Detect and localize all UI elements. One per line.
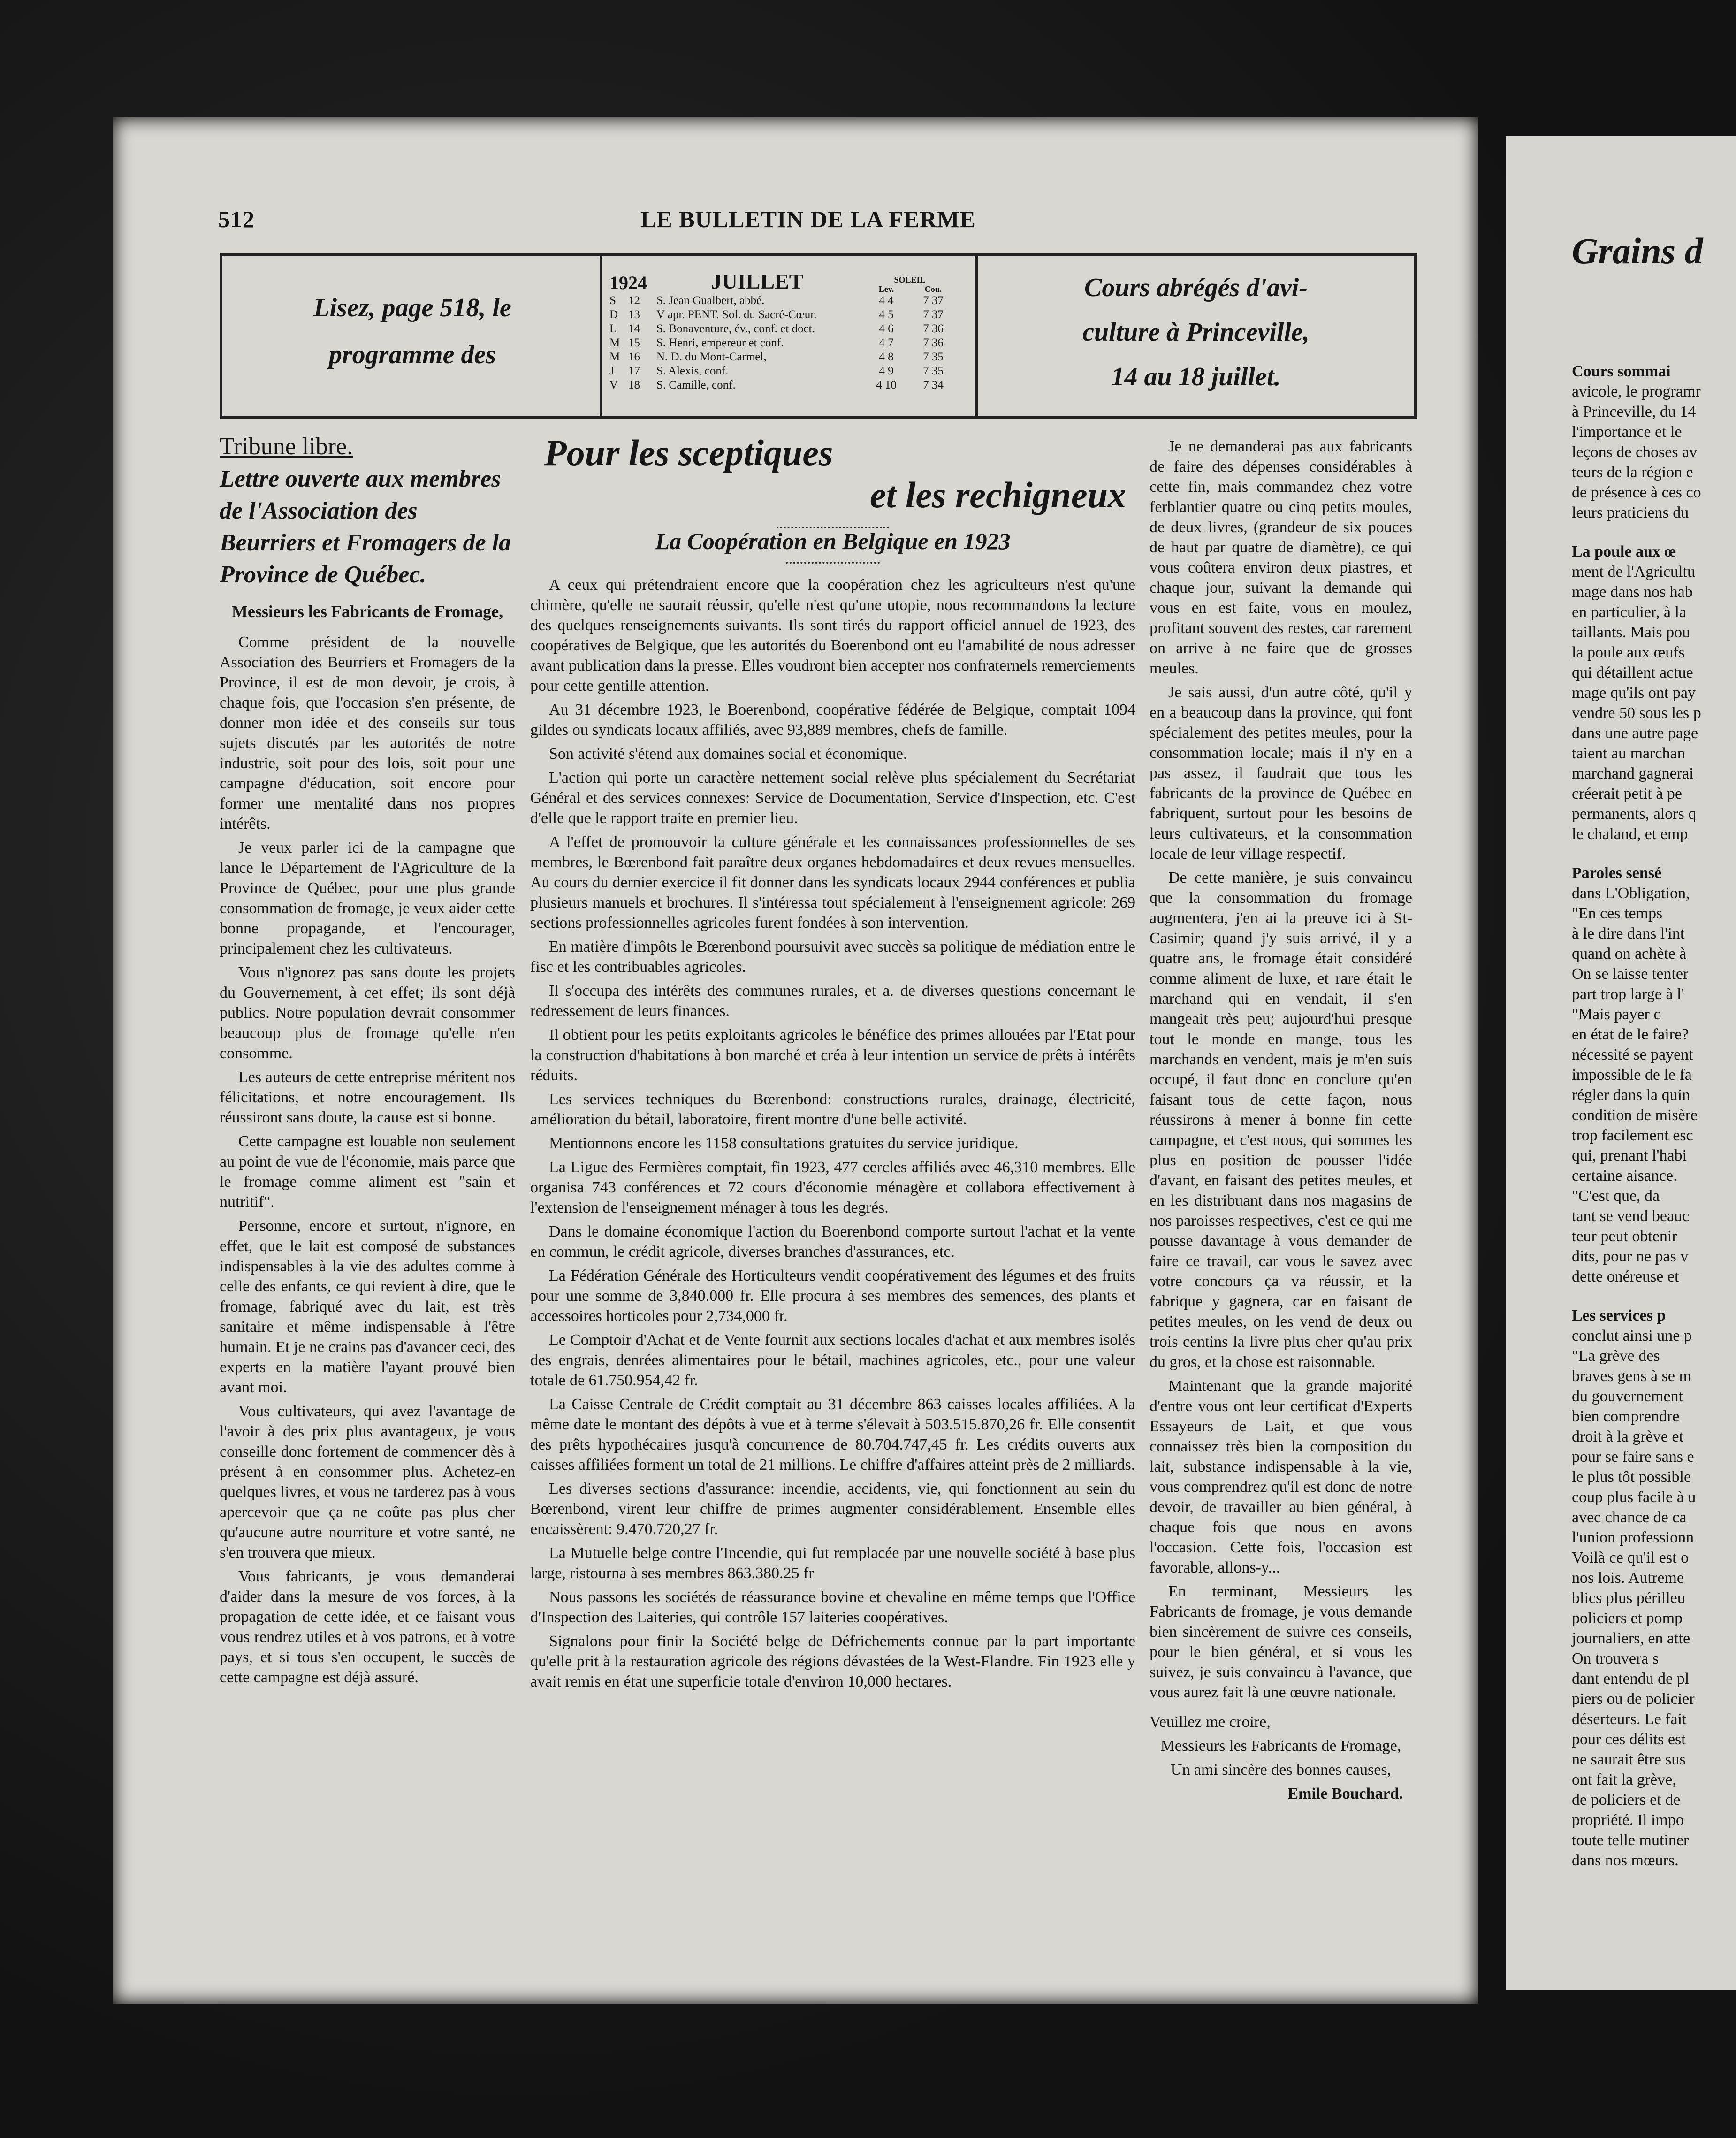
adjacent-line: On trouvera s [1572, 1650, 1659, 1667]
paragraph: De cette manière, je suis convaincu que la consommation du fromage augmentera, j'en ai la preuve ici à St-Casimir; quand j'y suis arrivé, il y a quatre ans, le fromage était considéré comme aliment de luxe, et rare était le marchand qui en vendait, il s'en mangeait très peu; aujourd'hui presque tout le monde en mange, tous les marchands en vendent, mais je m'en suis occupé, il faut donc en conclure qu'en faisant tous de cette façon, nous réussirons à mener à bonne fin cette campagne, et c'est nous, qui sommes les plus en position de pousser l'idée d'avant, en faisant des petites meules, et en les distribuant dans nos magasins de nos paroisses respectives, c'est ce qui me pousse davantage à vous demander de faire ce travail, car vous le savez avec votre concours ça va réussir, et la fabrique y gagnera, car en faisant de petites meules, on les vend de deux ou trois centins la livre plus cher qu'au prix du gros, et la chose est raisonnable. [1150, 869, 1412, 1371]
sunset-time: 7 36 [923, 336, 944, 349]
sunset-time: 7 37 [923, 294, 944, 307]
adjacent-line: dans nos mœurs. [1572, 1852, 1679, 1869]
journal-title: LE BULLETIN DE LA FERME [640, 206, 976, 232]
adjacent-line: journaliers, en atte [1572, 1630, 1690, 1647]
calendar-row [609, 322, 971, 336]
adjacent-line: vendre 50 sous les p [1572, 704, 1701, 722]
calendar-saint: N. D. du Mont-Carmel, [656, 351, 767, 363]
ornament-divider [777, 519, 889, 528]
calendar-year: 1924 [609, 272, 647, 293]
calendar-weekday: S [609, 294, 616, 307]
sunrise-time: 4 10 [876, 379, 897, 391]
article-subtitle: La Coopération en Belgique en 1923 [655, 528, 1011, 554]
calendar-day: 18 [628, 379, 640, 391]
adjacent-line: "En ces temps [1572, 905, 1663, 922]
paragraph: Les diverses sections d'assurance: incendie, accidents, vie, qui fonctionnent au sein du Bœrenbond, virent leur chiffre de primes augmenter considérablement. Ensemble elles encaissèrent: 9.470.720,27 fr. [530, 1480, 1135, 1538]
paragraph: En matière d'impôts le Bœrenbond poursuivit avec succès sa politique de médiation entre le fisc et les contribuables agricoles. [530, 938, 1135, 976]
adjacent-line: dant entendu de pl [1572, 1670, 1690, 1687]
right-promo-line: culture à Princeville, [1082, 318, 1310, 347]
paragraph: Dans le domaine économique l'action du Boerenbond comporte surtout l'achat et la vente en commun, le crédit agricole, diverses branches d'assurances, etc. [530, 1223, 1135, 1260]
adjacent-line: permanents, alors q [1572, 805, 1697, 823]
adjacent-line: la poule aux œufs [1572, 644, 1685, 661]
paragraph: Je sais aussi, d'un autre côté, qu'il y en a beaucoup dans la province, qui font spécialement des petites meules, pour la consommation locale; mais il n'y en a pas assez, il faudrait que tous les fabricants de la province de Québec en fabriquent, surtout pour les besoins de leurs cultivateurs, et la consommation locale de leur village respectif. [1150, 684, 1412, 863]
adjacent-line: dits, pour ne pas v [1572, 1248, 1689, 1265]
paragraph: Personne, encore et surtout, n'ignore, en effet, que le lait est composé de substances indispensables à la vie des adultes comme à celle des enfants, ce qui revient à dire, que le fromage, fabriqué avec du lait, est très sanitaire et même indispensable à l'être humain. Et je ne crains pas d'avancer ceci, des experts en la matière l'ayant prouvé bien avant moi. [220, 1217, 515, 1396]
calendar-row [609, 350, 971, 364]
right-promo [987, 266, 1405, 399]
middle-column [530, 432, 1135, 1695]
adjacent-line: qui détaillent actue [1572, 664, 1693, 681]
right-paragraphs [1150, 436, 1412, 1703]
sun-header [863, 275, 957, 294]
paragraph: A ceux qui prétendraient encore que la coopération chez les agriculteurs n'est qu'une chimère, qu'elle ne saurait réussir, qu'elle n'est qu'une utopie, nous recommandons la lecture des quelques renseignements suivants. Ils sont tirés du rapport officiel annuel de 1923, des coopératives de Belgique, que les autorités du Boerenbond ont eu l'amabilité de nous adresser avant publication dans la presse. Elles voudront bien accepter nos confraternels remerciements pour cette gentille attention. [530, 576, 1135, 695]
left-promo-line: Lisez, page 518, le [313, 293, 511, 322]
adjacent-line: propriété. Il impo [1572, 1811, 1684, 1829]
adjacent-line: en particulier, à la [1572, 603, 1687, 621]
adjacent-line: l'union professionn [1572, 1529, 1694, 1546]
sunrise-time: 4 5 [879, 308, 894, 321]
adjacent-line: de présence à ces co [1572, 484, 1701, 501]
adjacent-line: ont fait la grève, [1572, 1771, 1676, 1788]
adjacent-line: impossible de le fa [1572, 1066, 1692, 1084]
adjacent-line: régler dans la quin [1572, 1086, 1690, 1104]
adjacent-line: braves gens à se m [1572, 1367, 1691, 1385]
adjacent-line: conclut ainsi une p [1572, 1327, 1692, 1344]
banner-divider [975, 256, 978, 416]
calendar-saint: S. Jean Gualbert, abbé. [656, 294, 765, 307]
adjacent-line: dans une autre page [1572, 725, 1698, 742]
calendar-header [609, 261, 971, 294]
sunrise-time: 4 4 [879, 294, 894, 307]
calendar-day: 14 [628, 322, 640, 335]
calendar-weekday: D [609, 308, 618, 321]
letter-title: Lettre ouverte aux membres de l'Association des Beurriers et Fromagers de la Province de Québec. [220, 466, 511, 588]
paragraph: Il s'occupa des intérêts des communes rurales, et a. de diverses questions concernant le redressement de leurs finances. [530, 982, 1135, 1020]
paragraph: La Ligue des Fermières comptait, fin 1923, 477 cercles affiliés avec 46,310 membres. Elle organisa 743 conférences et 72 cours d'économie ménagère et collabora effectivement à l'extension de l'enseignement ménager à tous les degrés. [530, 1159, 1135, 1216]
left-promo [232, 284, 593, 378]
calendar-saint: S. Bonaventure, év., conf. et doct. [656, 322, 815, 335]
ornament-divider [786, 554, 880, 564]
adjacent-line: ment de l'Agricultu [1572, 563, 1695, 580]
adjacent-line: qui, prenant l'habi [1572, 1147, 1687, 1164]
adjacent-line: avicole, le programr [1572, 383, 1701, 400]
article-title-line1: Pour les sceptiques [544, 432, 833, 473]
adjacent-line: "La grève des [1572, 1347, 1660, 1365]
adjacent-line: pour se faire sans e [1572, 1448, 1694, 1466]
calendar-saint: S. Camille, conf. [656, 379, 736, 391]
sunrise-time: 4 9 [879, 365, 894, 377]
newspaper-page [113, 117, 1478, 2004]
calendar-saint: S. Henri, empereur et conf. [656, 336, 784, 349]
adjacent-line: taient au marchan [1572, 745, 1685, 762]
calendar-day: 17 [628, 365, 640, 377]
calendar-day: 13 [628, 308, 640, 321]
adjacent-line: Paroles sensé [1572, 864, 1662, 882]
article-title-line2: et les rechigneux [870, 474, 1126, 515]
paragraph: Les services techniques du Bœrenbond: constructions rurales, drainage, électricité, amélioration du bétail, laboratoire, firent montre d'une belle activité. [530, 1091, 1135, 1128]
paragraph: La Mutuelle belge contre l'Incendie, qui fut remplacée par une nouvelle société à base plus large, ristourna à ses membres 863.380.25 fr [530, 1544, 1135, 1582]
calendar-row [609, 378, 971, 392]
paragraph: Les auteurs de cette entreprise méritent nos félicitations, et notre encouragement. Ils réussiront sans doute, la cause est si bonne. [220, 1069, 515, 1126]
paragraph: Je veux parler ici de la campagne que lance le Département de l'Agriculture de la Province de Québec, pour une plus grande consommation de fromage, je veux aider cette bonne propagande, et l'encourager, principalement chez les cultivateurs. [220, 839, 515, 957]
paragraph: Vous cultivateurs, qui avez l'avantage de l'avoir à des prix plus avantageux, je vous conseille donc fortement de commencer dès à présent à en consommer plus. Achetez-en quelques livres, et vous ne tarderez pas à vous apercevoir que ça ne coûte pas plus cher qu'aucune autre nourriture et votre santé, ne s'en trouvera que mieux. [220, 1403, 515, 1561]
paragraph: A l'effet de promouvoir la culture générale et les connaissances professionnelles de ses membres, le Bœrenbond fait paraître deux organes hebdomadaires et deux revues mensuelles. Au cours du dernier exercice il fit donner dans les syndicats locaux 2944 conférences et publia plusieurs manuels et brochures. Il s'intéressa tout spécialement à l'enseignement agricole: 269 sections professionnelles agricoles furent fondées à son intervention. [530, 833, 1135, 932]
closing-addressee: Messieurs les Fabricants de Fromage, [1160, 1737, 1401, 1755]
calendar-month: JUILLET [711, 269, 804, 293]
right-promo-line: Cours abrégés d'avi- [1084, 273, 1308, 302]
sunset-time: 7 35 [923, 365, 944, 377]
paragraph: En terminant, Messieurs les Fabricants de fromage, je vous demande bien sincèrement de suivre ces conseils, pour le bien général, et si vous les suivez, je suis convaincu à l'avance, que vous aurez fait là une œuvre nationale. [1150, 1583, 1412, 1701]
adjacent-line: "C'est que, da [1572, 1187, 1660, 1205]
sun-label: SOLEIL [894, 275, 926, 284]
paragraph: Comme président de la nouvelle Association des Beurriers et Fromagers de la Province, il est de mon devoir, je crois, à chaque fois, que l'occasion s'en présente, de donner mon idée et des conseils sur tous sujets discutés par les autorités de notre industrie, soit pour des lois, soit pour une campagne d'éducation, soit encore pour former une mentalité dans nos propres intérêts. [220, 634, 515, 832]
paragraph: L'action qui porte un caractère nettement social relève plus spécialement du Secrétariat Général et des services connexes: Service de Documentation, Service d'Inspection, etc. C'est d'elle que le rapport traite en premier lieu. [530, 769, 1135, 827]
adjacent-line: condition de misère [1572, 1107, 1698, 1124]
adjacent-line: en état de le faire? [1572, 1026, 1689, 1043]
signature: Emile Bouchard. [1287, 1785, 1403, 1802]
right-promo-line: 14 au 18 juillet. [1111, 362, 1281, 391]
sunrise-time: 4 6 [879, 322, 894, 335]
adjacent-line: le plus tôt possible [1572, 1468, 1691, 1486]
sunset-time: 7 35 [923, 351, 944, 363]
adjacent-line: On se laisse tenter [1572, 965, 1689, 983]
adjacent-line: quand on achète à [1572, 945, 1687, 962]
adjacent-line: leçons de choses av [1572, 443, 1698, 461]
adjacent-line: certaine aisance. [1572, 1167, 1677, 1184]
calendar-weekday: M [609, 336, 620, 349]
salutation: Messieurs les Fabricants de Fromage, [231, 602, 503, 621]
calendar-saint: V apr. PENT. Sol. du Sacré-Cœur. [656, 308, 817, 321]
adjacent-line: de policiers et de [1572, 1791, 1681, 1809]
closing-friend: Un ami sincère des bonnes causes, [1170, 1761, 1392, 1779]
paragraph: Vous fabricants, je vous demanderai d'aider dans la mesure de vos forces, à la propagation de cette idée, et ce faisant vous vous rendrez utiles et à vos patrons, et à votre pays, et si tous s'en occupent, le succès de cette campagne est déjà assuré. [220, 1568, 515, 1686]
paragraph: Il obtient pour les petits exploitants agricoles le bénéfice des primes allouées par l'Etat pour la construction d'habitations à bon marché et créa à leur intention un service de prêts à intérêts réduits. [530, 1026, 1135, 1084]
paragraph: Je ne demanderai pas aux fabricants de faire des dépenses considérables à cette fin, mais commandez chez votre ferblantier quatre ou cinq petits moules, de deux livres, (grandeur de six pouces de haut par quatre de diamètre), ce qui vous coûtera environ deux piastres, et chaque jour, suivant la demande qui vous en est faite, vous en moulez, profitant souvent des restes, car rarement on arrive à ne faire que de grosses meules. [1150, 438, 1412, 677]
adjacent-line: marchand gagnerai [1572, 765, 1694, 782]
calendar-day: 15 [628, 336, 640, 349]
adjacent-line: La poule aux œ [1572, 543, 1676, 560]
adjacent-line: blics plus périlleu [1572, 1589, 1685, 1607]
sunrise-time: 4 7 [879, 336, 894, 349]
paragraph: Mentionnons encore les 1158 consultations gratuites du service juridique. [549, 1135, 1019, 1152]
paragraph: Signalons pour finir la Société belge de Défrichements connue par la part importante qu'elle prit à la restauration agricole des régions dévastées de la West-Flandre. Fin 1923 elle y avait remis en état une superficie totale d'environ 10,000 hectares. [530, 1633, 1135, 1690]
middle-paragraphs [530, 575, 1135, 1692]
paragraph: Maintenant que la grande majorité d'entre vous ont leur certificat d'Experts Essayeurs de Lait, et que vous connaissez très bien la composition du lait, substance indispensable à la vie, vous comprendrez qu'il est donc de notre devoir, de travailler au bien général, à chaque fois que nous en avons l'occasion. Cette fois, l'occasion est favorable, allons-y... [1150, 1377, 1412, 1576]
adjacent-line: tant se vend beauc [1572, 1207, 1690, 1225]
adjacent-line: Voilà ce qu'il est o [1572, 1549, 1689, 1566]
adjacent-line: leurs praticiens du [1572, 504, 1689, 521]
adjacent-line: piers ou de policier [1572, 1690, 1695, 1708]
paragraph: Cette campagne est louable non seulement au point de vue de l'économie, mais parce que le fromage comme aliment est "sain et nutritif". [220, 1133, 515, 1211]
adjacent-line: pour ces délits est [1572, 1731, 1686, 1748]
adjacent-line: policiers et pomp [1572, 1610, 1683, 1627]
calendar-day: 16 [628, 351, 640, 363]
adjacent-line: coup plus facile à u [1572, 1489, 1696, 1506]
adjacent-line: avec chance de ca [1572, 1509, 1687, 1526]
adjacent-line: bien comprendre [1572, 1408, 1680, 1425]
adjacent-line: Les services p [1572, 1307, 1666, 1324]
cou-label: Cou. [924, 284, 942, 294]
adjacent-line: nos lois. Autreme [1572, 1569, 1684, 1587]
adjacent-line: du gouvernement [1572, 1388, 1683, 1405]
calendar-row [609, 308, 971, 322]
closing: Veuillez me croire, [1150, 1713, 1271, 1731]
adjacent-line: dette onéreuse et [1572, 1268, 1679, 1285]
sunrise-time: 4 8 [879, 351, 894, 363]
sunset-time: 7 36 [923, 322, 944, 335]
paragraph: Le Comptoir d'Achat et de Vente fournit aux sections locales d'achat et aux membres isolés des engrais, denrées alimentaires pour le bétail, machines agricoles, etc., pour une valeur totale de 61.750.954,42 fr. [530, 1331, 1135, 1389]
calendar-weekday: J [609, 365, 614, 377]
sunset-time: 7 37 [923, 308, 944, 321]
right-column [1150, 436, 1412, 1808]
adjacent-line: créerait petit à pe [1572, 785, 1683, 802]
adjacent-line: part trop large à l' [1572, 985, 1684, 1003]
banner-divider [600, 256, 602, 416]
calendar-weekday: V [609, 379, 618, 391]
left-promo-line: programme des [328, 340, 496, 369]
adjacent-page-text [1572, 343, 1736, 1871]
paragraph: Vous n'ignorez pas sans doute les projets du Gouvernement, à cet effet; ils sont déjà publics. Notre population devrait consommer beaucoup plus de fromage qu'elle n'en consomme. [220, 964, 515, 1062]
calendar [609, 261, 971, 392]
paragraph: Au 31 décembre 1923, le Boerenbond, coopérative fédérée de Belgique, comptait 1094 gildes ou syndicats locaux affiliés, avec 93,889 membres, chefs de famille. [530, 701, 1135, 739]
adjacent-page [1506, 136, 1736, 1990]
paragraph: Son activité s'étend aux domaines social et économique. [549, 745, 907, 763]
left-column [220, 433, 515, 1691]
calendar-row [609, 364, 971, 378]
adjacent-line: trop facilement esc [1572, 1127, 1693, 1144]
adjacent-line: teur peut obtenir [1572, 1228, 1677, 1245]
lev-label: Lev. [878, 284, 894, 294]
adjacent-line: "Mais payer c [1572, 1006, 1661, 1023]
adjacent-line: mage dans nos hab [1572, 583, 1693, 601]
adjacent-line: droit à la grève et [1572, 1428, 1683, 1445]
adjacent-line: l'importance et le [1572, 423, 1682, 441]
calendar-row [609, 294, 971, 308]
adjacent-line: Cours sommai [1572, 363, 1671, 380]
left-paragraphs [220, 632, 515, 1687]
page-number: 512 [218, 206, 255, 232]
adjacent-line: à le dire dans l'int [1572, 925, 1685, 942]
calendar-weekday: M [609, 351, 620, 363]
calendar-weekday: L [609, 322, 617, 335]
sunset-time: 7 34 [923, 379, 944, 391]
adjacent-line: à Princeville, du 14 [1572, 403, 1696, 420]
adjacent-line: toute telle mutiner [1572, 1832, 1689, 1849]
paragraph: La Caisse Centrale de Crédit comptait au 31 décembre 863 caisses locales affiliées. A la même date le montant des dépôts à vue et à terme s'élevait à 503.515.870,26 fr. Elle consentit des prêts hypothécaires jusqu'à concurrence de 80.704.747,45 fr. Les crédits ouverts aux caisses affiliées forment un total de 21 millions. Le chiffre d'affaires atteint près de 2 milliards. [530, 1396, 1135, 1474]
calendar-row [609, 336, 971, 350]
adjacent-line: déserteurs. Le fait [1572, 1710, 1687, 1728]
paragraph: Nous passons les sociétés de réassurance bovine et chevaline en même temps que l'Office d'Inspection des Laiteries, qui contrôle 157 laiteries coopératives. [530, 1588, 1135, 1626]
adjacent-line: mage qu'ils ont pay [1572, 684, 1696, 702]
calendar-day: 12 [628, 294, 640, 307]
adjacent-line: dans L'Obligation, [1572, 885, 1690, 902]
section-label: Tribune libre. [220, 433, 353, 460]
banner-box [220, 253, 1417, 419]
paragraph: La Fédération Générale des Horticulteurs vendit coopérativement des légumes et des fruits pour une somme de 3,840.000 fr. Elle procura à ses membres des semences, des plants et accessoires horticoles pour 2,734,000 fr. [530, 1267, 1135, 1325]
calendar-saint: S. Alexis, conf. [656, 365, 729, 377]
adjacent-line: le chaland, et emp [1572, 825, 1688, 843]
adjacent-line: taillants. Mais pou [1572, 624, 1690, 641]
adjacent-line: nécessité se payent [1572, 1046, 1693, 1063]
adjacent-line: teurs de la région e [1572, 464, 1693, 481]
adjacent-page-title: Grains d [1572, 230, 1703, 271]
calendar-rows [609, 294, 971, 392]
adjacent-line: ne saurait être sus [1572, 1751, 1686, 1768]
